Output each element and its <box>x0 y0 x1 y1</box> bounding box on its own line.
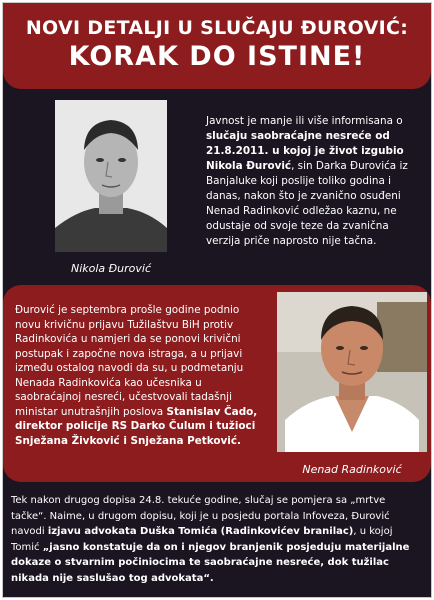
intro-paragraph <box>206 114 426 249</box>
complaint-line: Đurović je septembra prošle godine podnio <box>15 304 240 316</box>
complaint-line: ministar unutrašnjih poslova <box>15 405 167 418</box>
closing-line: Tek nakon drugog dopisa 24.8. tekuće godine, slučaj se pomjera sa „mrtve <box>11 495 386 506</box>
closing-line: Tomić <box>11 541 43 553</box>
closing-paragraph <box>11 493 429 587</box>
complaint-line-bold: Snježana Živković i Snježana Petković. <box>15 434 241 447</box>
intro-line-bold: slučaju saobraćajne nesreće od <box>206 130 390 142</box>
complaint-paragraph <box>15 303 277 448</box>
intro-name-bold: Nikola Đurović <box>206 160 292 172</box>
complaint-line: Radinkovića u namjeri da se ponovi krivični <box>15 333 241 345</box>
intro-line: Banjaluke koji poslije toliko godina i <box>206 175 392 187</box>
article-poster <box>2 2 432 598</box>
complaint-line: saobraćajnoj nesreći, učestvovali tadašnji <box>15 391 232 403</box>
complaint-line: postupak i započne nova istraga, a u prijavi <box>15 347 243 360</box>
complaint-line: novu krivičnu prijavu Tužilaštvu BiH protiv <box>15 318 234 331</box>
intro-line: danas, nakon što je zvanično osuđeni <box>206 190 401 202</box>
intro-line: Javnost je manje ili više informisana o <box>206 115 403 127</box>
complaint-name-bold: Stanislav Čado, <box>166 405 258 418</box>
photo-nenad-radinkovic <box>277 292 427 452</box>
headline-line-1: NOVI DETALJI U SLUČAJU ĐUROVIĆ: <box>25 17 409 39</box>
complaint-line: Nenada Radinkovića kao učesnika u <box>15 376 202 389</box>
closing-quote-bold: izjavu advokata Duška Tomića (Radinkovićev branilac) <box>47 526 354 538</box>
caption-nenad: Nenad Radinković <box>302 463 402 476</box>
closing-line: tačke“. Naime, u drugom dopisu, koji je u posjedu portala Infoveza, Đurović <box>11 510 390 522</box>
intro-line: odustaje od svoje teze da zvanična <box>206 220 389 232</box>
complaint-line: između ostalog navodi da su, u podmetanju <box>15 362 244 374</box>
intro-line: , sin Darka Đurovića iz <box>291 160 408 172</box>
closing-line: navodi <box>11 526 48 538</box>
closing-line: , u kojoj <box>353 526 393 538</box>
closing-quote-bold: dokaze o stvarnim počiniocima te saobraćajne nesreće, dok tužilac <box>11 557 389 569</box>
intro-line-bold: 21.8.2011. u kojoj je život izgubio <box>206 145 404 157</box>
caption-nikola: Nikola Đurović <box>70 262 152 275</box>
intro-line: Nenad Radinković odležao kaznu, ne <box>206 205 397 217</box>
closing-quote-bold: nikada nije saslušao tog advokata“. <box>11 572 214 584</box>
photo-nikola-durovic <box>55 100 167 252</box>
headline-line-2: KORAK DO ISTINE! <box>68 41 366 72</box>
closing-quote-bold: „jasno konstatuje da on i njegov branjenik posjeduju materijalne <box>42 541 410 553</box>
header-banner <box>3 3 431 89</box>
complaint-line-bold: direktor policije RS Darko Čulum i tužioci <box>15 420 256 432</box>
intro-line: verzija priče naprosto nije tačna. <box>206 235 377 247</box>
